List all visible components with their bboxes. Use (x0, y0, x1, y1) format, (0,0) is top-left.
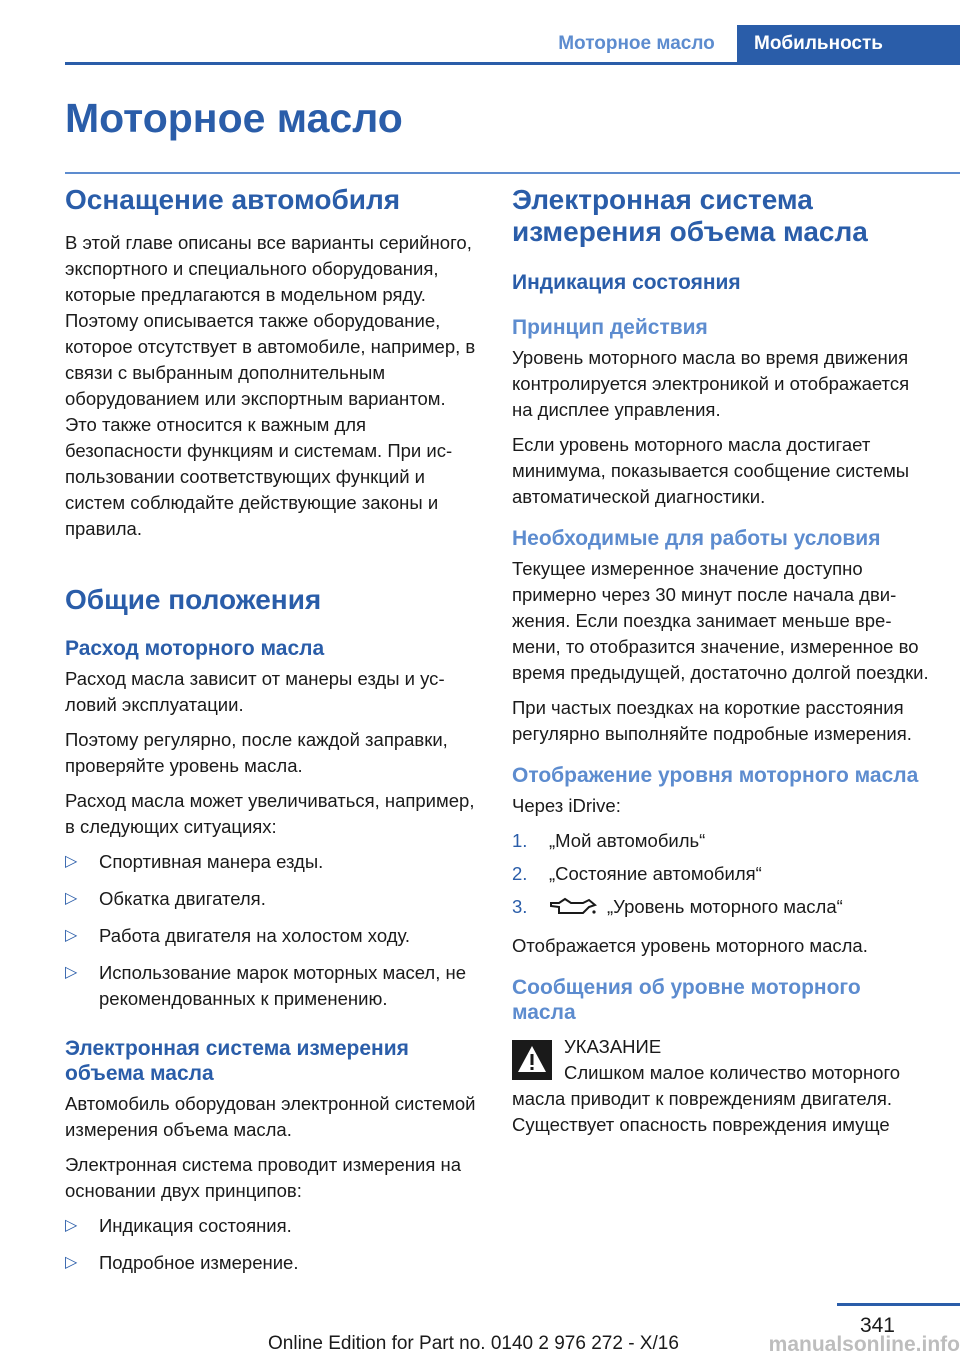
consumption-paragraph-2: Поэтому регулярно, после каждой заправки, проверяйте уровень масла. (65, 729, 448, 776)
list-item: ▷ Индикация состояния. (65, 1213, 477, 1239)
warning-triangle-icon (512, 1040, 552, 1080)
consumption-heading: Расход моторного масла (65, 637, 325, 660)
consumption-paragraph-3: Расход масла может увеличиваться, например, в следующих ситуациях: (65, 790, 475, 837)
display-intro: Через iDrive: (512, 795, 621, 816)
warning-text-tail: масла приводит к повреждениям двигателя. Существует опасность повреждения имуще (512, 1088, 893, 1135)
ems-list (65, 1213, 477, 1276)
conditions-heading: Необходимые для работы условия (512, 527, 881, 550)
display-outro: Отображается уровень моторного масла. (512, 935, 868, 956)
list-item: ▷ Обкатка двигателя. (65, 886, 477, 912)
triangle-bullet-icon: ▷ (65, 927, 78, 944)
ems-heading-right: Электронная система измерения объема масла (512, 184, 868, 247)
conditions-paragraph-2: При частых поездках на короткие расстояния регулярно выполняйте подробные измерения. (512, 697, 912, 744)
principle-heading: Принцип действия (512, 316, 708, 339)
display-steps (512, 828, 930, 924)
triangle-bullet-icon: ▷ (65, 1254, 78, 1271)
right-column (512, 184, 930, 1138)
list-item: 1. „Мой автомобиль“ (512, 830, 706, 851)
list-item: ▷ Спортивная манера езды. (65, 849, 477, 875)
edition-footer: Online Edition for Part no. 0140 2 976 272 - X/16 (268, 1333, 679, 1354)
list-item: 2. „Состояние автомобиля“ (512, 863, 762, 884)
conditions-paragraph-1: Текущее измеренное значение доступно примерно через 30 минут после начала движения. Если поездка занимает меньше времени, то отобразится значение, измеренное во время предыдущей, достаточно долгой поездки. (512, 558, 929, 683)
ems-paragraph-1: Автомобиль оборудован электронной системой измерения объема масла. (65, 1093, 476, 1140)
consumption-paragraph-1: Расход масла зависит от манеры езды и условий эксплуатации. (65, 668, 445, 715)
oil-can-icon (549, 897, 597, 924)
page-number: 341 (859, 1314, 895, 1337)
equipment-heading: Оснащение автомобиля (65, 184, 401, 215)
list-item: ▷ Работа двигателя на холостом ходу. (65, 923, 477, 949)
list-item: ▷ Подробное измерение. (65, 1250, 477, 1276)
triangle-bullet-icon: ▷ (65, 964, 78, 981)
general-heading: Общие положения (65, 584, 322, 615)
warning-label: УКАЗАНИЕ (564, 1036, 662, 1057)
left-column (65, 184, 477, 1276)
triangle-bullet-icon: ▷ (65, 890, 78, 907)
consumption-list (65, 849, 477, 1012)
principle-paragraph-1: Уровень моторного масла во время движения контролируется электроникой и отображается на дисплее управления. (512, 347, 910, 420)
list-item: 3. „Уровень моторного масла“ (512, 894, 930, 924)
display-heading: Отображение уровня моторного масла (512, 764, 919, 787)
triangle-bullet-icon: ▷ (65, 1217, 78, 1234)
equipment-text: В этой главе описаны все варианты серийного, экспортного и специального оборудования, которые предлагаются в модельном ряду. Поэтому описывается также оборудование, которое отсутствует в автомобиле, например, в связи с выбранным дополнительным оборудованием или экспортным вариантом. Это также относится к важным для безопасности функциям и системам. При использовании соответствующих функций и систем соблюдайте действующие законы и правила. (65, 232, 476, 539)
messages-heading: Сообщения об уровне моторного масла (512, 976, 861, 1024)
warning-text-head: Слишком малое количество моторного (564, 1062, 901, 1083)
status-heading: Индикация состояния (512, 271, 741, 294)
list-item: ▷ Использование марок моторных масел, не рекомендованных к применению. (65, 962, 467, 1009)
ems-paragraph-2: Электронная система проводит измерения на основании двух принципов: (65, 1154, 461, 1201)
principle-paragraph-2: Если уровень моторного масла достигает минимума, показывается сообщение системы автоматической диагностики. (512, 434, 910, 507)
page-title: Моторное масло (65, 95, 403, 141)
title-rule (65, 172, 960, 174)
header-rule (65, 62, 960, 65)
triangle-bullet-icon: ▷ (65, 853, 78, 870)
watermark: manualsonline.info (768, 1333, 960, 1356)
header-section-title: Моторное масло (558, 33, 715, 54)
warning-box (512, 1034, 930, 1138)
header-chapter-tab: Мобильность (737, 25, 960, 63)
ems-heading-left: Электронная система измерения объема масла (65, 1037, 409, 1085)
footer-rule (837, 1303, 960, 1306)
